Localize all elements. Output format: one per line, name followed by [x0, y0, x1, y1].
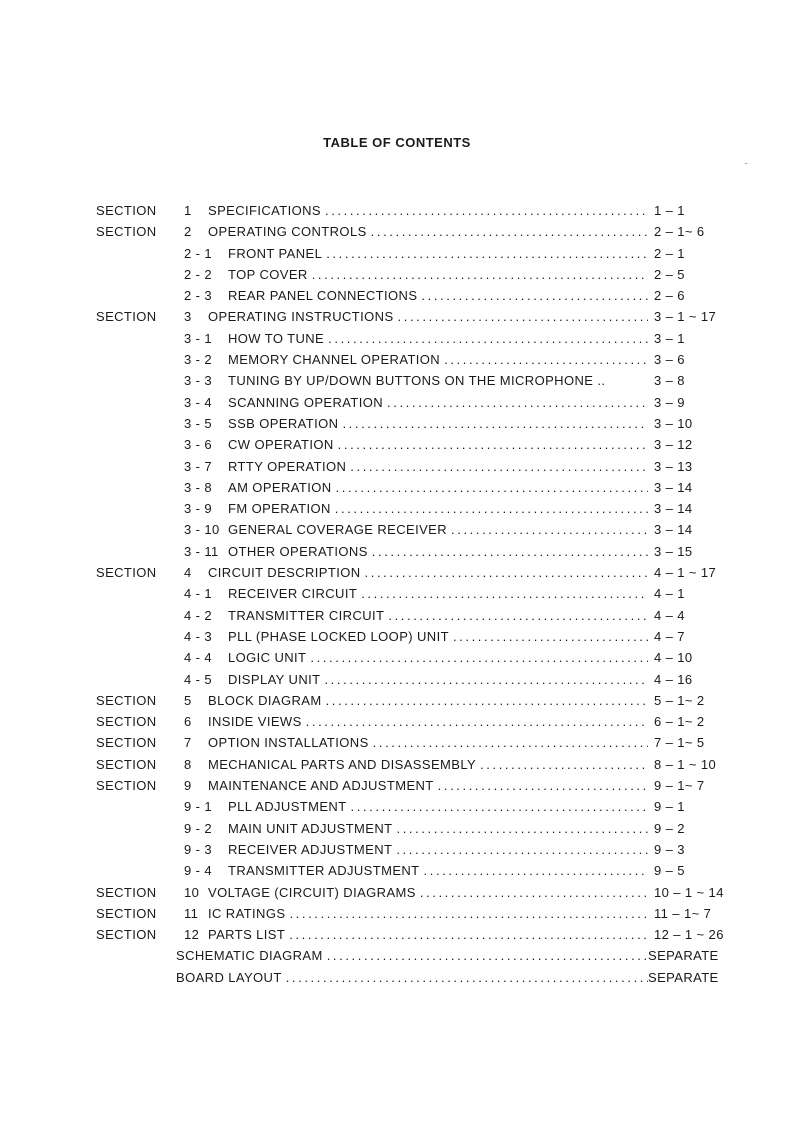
- entry-title: PLL (PHASE LOCKED LOOP) UNIT: [228, 628, 449, 644]
- entry-title: MAINTENANCE AND ADJUSTMENT: [208, 778, 434, 794]
- toc-entry: [184, 498, 648, 519]
- dot-leader: [387, 392, 648, 413]
- toc-entry: [184, 477, 648, 498]
- entry-title: MECHANICAL PARTS AND DISASSEMBLY: [208, 756, 477, 772]
- entry-number: 4 - 1: [184, 586, 213, 602]
- toc-row: [96, 243, 738, 264]
- page-reference: 2 – 5: [654, 266, 685, 282]
- dot-leader: [361, 583, 648, 604]
- page-reference: 4 – 10: [654, 650, 693, 666]
- toc-entry: [184, 519, 648, 540]
- page-reference: 9 – 3: [654, 841, 685, 857]
- page-reference: 8 – 1 ~ 10: [654, 756, 717, 772]
- dot-leader: [453, 626, 648, 647]
- toc-entry: [184, 456, 648, 477]
- entry-number: 4: [184, 565, 192, 581]
- dot-leader: [289, 924, 648, 945]
- entry-number: 3 - 9: [184, 501, 213, 517]
- entry-number: 9 - 1: [184, 799, 213, 815]
- page-reference: 2 – 1~ 6: [654, 224, 705, 240]
- page-reference: 1 – 1: [654, 203, 685, 218]
- toc-entry: [184, 690, 648, 711]
- toc-entry: [184, 818, 648, 839]
- entry-title: PARTS LIST: [208, 927, 286, 943]
- dot-leader: [373, 732, 648, 753]
- page-reference: 4 – 1 ~ 17: [654, 565, 717, 581]
- toc-row: [96, 924, 738, 945]
- entry-title: SCANNING OPERATION: [228, 394, 384, 410]
- dot-leader: [342, 413, 648, 434]
- toc-row: [96, 605, 738, 626]
- entry-number: 3 - 8: [184, 479, 213, 495]
- page-reference: 4 – 4: [654, 607, 685, 623]
- entry-number: 9 - 3: [184, 841, 213, 857]
- dot-leader: [338, 434, 648, 455]
- toc-entry: [184, 264, 648, 285]
- toc-entry: [184, 839, 648, 860]
- toc-entry: [184, 541, 648, 562]
- entry-title: REAR PANEL CONNECTIONS: [228, 288, 418, 304]
- toc-row: [96, 903, 738, 924]
- toc-row: [96, 754, 738, 775]
- scan-speck: [745, 163, 747, 164]
- dot-leader: [396, 839, 648, 860]
- dot-leader: [289, 903, 648, 924]
- toc-row: [96, 264, 738, 285]
- dot-leader: [326, 243, 648, 264]
- dot-leader: [424, 860, 648, 881]
- page-reference: 2 – 6: [654, 288, 685, 304]
- page-reference: 11 – 1~ 7: [654, 905, 712, 921]
- dot-leader: [324, 669, 648, 690]
- entry-title: RTTY OPERATION: [228, 458, 347, 474]
- dot-leader: [420, 882, 648, 903]
- entry-number: 3 - 4: [184, 394, 213, 410]
- page-reference: 3 – 14: [654, 501, 693, 517]
- toc-entry: [184, 754, 648, 775]
- toc-row: [96, 647, 738, 668]
- dot-leader: [350, 456, 648, 477]
- page-reference: 3 – 1 ~ 17: [654, 309, 717, 325]
- dot-leader: [310, 647, 648, 668]
- dot-leader: [398, 306, 648, 327]
- toc-entry: [184, 605, 648, 626]
- toc-entry: [184, 349, 648, 370]
- page-reference: 4 – 1: [654, 586, 685, 602]
- page-reference: 3 – 10: [654, 415, 693, 431]
- toc-entry: [184, 626, 648, 647]
- toc-row: [96, 456, 738, 477]
- dot-leader: [286, 967, 648, 988]
- entry-number: 9 - 2: [184, 820, 213, 836]
- entry-number: 4 - 5: [184, 671, 213, 687]
- dot-leader: [325, 200, 648, 221]
- section-label: SECTION: [96, 735, 157, 751]
- toc-row: [96, 477, 738, 498]
- entry-title: TRANSMITTER ADJUSTMENT: [228, 863, 420, 879]
- toc-row: [96, 818, 738, 839]
- toc-row: [96, 200, 738, 221]
- entry-title: RECEIVER CIRCUIT: [228, 586, 358, 602]
- toc-entry: [184, 392, 648, 413]
- entry-title: SCHEMATIC DIAGRAM: [176, 948, 323, 964]
- entry-title: HOW TO TUNE: [228, 330, 325, 346]
- section-label: SECTION: [96, 565, 157, 581]
- toc-row: [96, 221, 738, 242]
- toc-entry: [184, 562, 648, 583]
- entry-number: 9: [184, 778, 192, 794]
- dot-leader: [365, 562, 648, 583]
- entry-number: 5: [184, 692, 192, 708]
- entry-title: RECEIVER ADJUSTMENT: [228, 841, 393, 857]
- entry-number: 3 - 2: [184, 352, 213, 368]
- toc-row: [96, 839, 738, 860]
- entry-number: 4 - 3: [184, 628, 213, 644]
- dot-leader: [451, 519, 648, 540]
- toc-row: [96, 498, 738, 519]
- entry-title: DISPLAY UNIT: [228, 671, 321, 687]
- page-reference: 3 – 9: [654, 394, 685, 410]
- entry-title: AM OPERATION: [228, 479, 332, 495]
- entry-number: 6: [184, 714, 192, 730]
- toc-row: [96, 882, 738, 903]
- entry-number: 3 - 11: [184, 543, 219, 559]
- dot-leader: [438, 775, 648, 796]
- section-label: SECTION: [96, 756, 157, 772]
- entry-number: 1: [184, 203, 192, 218]
- toc-row: [96, 967, 738, 988]
- page-reference: 3 – 6: [654, 352, 685, 368]
- entry-number: 7: [184, 735, 192, 751]
- entry-title: INSIDE VIEWS: [208, 714, 302, 730]
- entry-title: MEMORY CHANNEL OPERATION: [228, 352, 441, 368]
- toc-entry: [184, 796, 648, 817]
- entry-number: 3 - 10: [184, 522, 220, 538]
- toc-entry: [184, 732, 648, 753]
- toc-entry: [184, 328, 648, 349]
- page-reference: 12 – 1 ~ 26: [654, 927, 724, 943]
- page-reference: 9 – 1~ 7: [654, 778, 705, 794]
- section-label: SECTION: [96, 692, 157, 708]
- entry-number: 8: [184, 756, 192, 772]
- entry-title: FM OPERATION: [228, 501, 331, 517]
- toc-entry: [184, 306, 648, 327]
- page-reference: 9 – 2: [654, 820, 685, 836]
- toc-entry: [184, 370, 648, 391]
- entry-title: OPERATING CONTROLS: [208, 224, 367, 240]
- entry-number: 12: [184, 927, 200, 943]
- toc-row: [96, 434, 738, 455]
- toc-row: [96, 690, 738, 711]
- toc-entry: [184, 434, 648, 455]
- toc-entry: [184, 903, 648, 924]
- entry-title: IC RATINGS: [208, 905, 286, 921]
- section-label: SECTION: [96, 203, 157, 218]
- entry-title: OPERATING INSTRUCTIONS: [208, 309, 394, 325]
- page-reference: 3 – 13: [654, 458, 693, 474]
- dot-leader: [328, 328, 648, 349]
- toc-entry: [176, 967, 648, 988]
- entry-number: 2 - 2: [184, 266, 213, 282]
- dot-leader: [306, 711, 648, 732]
- entry-title: VOLTAGE (CIRCUIT) DIAGRAMS: [208, 884, 416, 900]
- toc-row: [96, 711, 738, 732]
- entry-title: CW OPERATION: [228, 437, 334, 453]
- entry-title: SSB OPERATION: [228, 415, 339, 431]
- page-reference: 2 – 1: [654, 245, 685, 261]
- toc-row: [96, 626, 738, 647]
- page-reference: SEPARATE: [648, 948, 719, 964]
- toc-row: [96, 349, 738, 370]
- toc-row: [96, 732, 738, 753]
- section-label: SECTION: [96, 884, 157, 900]
- entry-title: MAIN UNIT ADJUSTMENT: [228, 820, 393, 836]
- toc-entry: [176, 945, 648, 966]
- toc-entry: [184, 924, 648, 945]
- page-reference: 3 – 8: [654, 373, 685, 389]
- toc-row: [96, 562, 738, 583]
- entry-number: 3 - 7: [184, 458, 213, 474]
- toc-row: [96, 669, 738, 690]
- entry-title: OPTION INSTALLATIONS: [208, 735, 369, 751]
- toc-row: [96, 775, 738, 796]
- toc-row: [96, 541, 738, 562]
- section-label: SECTION: [96, 905, 157, 921]
- section-label: SECTION: [96, 224, 157, 240]
- entry-number: 10: [184, 884, 200, 900]
- entry-title: PLL ADJUSTMENT: [228, 799, 347, 815]
- entry-title: TUNING BY UP/DOWN BUTTONS ON THE MICROPHONE ..: [228, 373, 606, 389]
- toc-entry: [184, 647, 648, 668]
- entry-title: FRONT PANEL: [228, 245, 323, 261]
- toc-entry: [184, 882, 648, 903]
- toc-entry: [184, 711, 648, 732]
- dot-leader: [312, 264, 648, 285]
- page-reference: 3 – 14: [654, 479, 693, 495]
- page-reference: 3 – 14: [654, 522, 693, 538]
- table-of-contents: [96, 200, 738, 988]
- entry-title: TOP COVER: [228, 266, 308, 282]
- toc-row: [96, 328, 738, 349]
- dot-leader: [371, 221, 648, 242]
- toc-row: [96, 583, 738, 604]
- entry-number: 2 - 3: [184, 288, 213, 304]
- section-label: SECTION: [96, 927, 157, 943]
- page-reference: 6 – 1~ 2: [654, 714, 705, 730]
- entry-title: GENERAL COVERAGE RECEIVER: [228, 522, 448, 538]
- toc-entry: [184, 221, 648, 242]
- entry-number: 11: [184, 905, 199, 921]
- toc-row: [96, 413, 738, 434]
- dot-leader: [327, 945, 648, 966]
- toc-entry: [184, 775, 648, 796]
- toc-row: [96, 392, 738, 413]
- toc-row: [96, 860, 738, 881]
- entry-number: 3 - 5: [184, 415, 213, 431]
- toc-entry: [184, 860, 648, 881]
- entry-number: 3 - 6: [184, 437, 213, 453]
- dot-leader: [372, 541, 648, 562]
- entry-number: 4 - 2: [184, 607, 213, 623]
- page-title: TABLE OF CONTENTS: [323, 135, 471, 150]
- toc-row: [96, 285, 738, 306]
- page-reference: 9 – 1: [654, 799, 685, 815]
- entry-number: 2: [184, 224, 192, 240]
- dot-leader: [335, 498, 648, 519]
- dot-leader: [480, 754, 648, 775]
- entry-number: 4 - 4: [184, 650, 213, 666]
- page-reference: 4 – 7: [654, 628, 685, 644]
- page-reference: 5 – 1~ 2: [654, 692, 705, 708]
- toc-entry: [184, 285, 648, 306]
- page-reference: 10 – 1 ~ 14: [654, 884, 724, 900]
- page-reference: 4 – 16: [654, 671, 693, 687]
- entry-number: 3 - 3: [184, 373, 213, 389]
- dot-leader: [388, 605, 648, 626]
- entry-title: CIRCUIT DESCRIPTION: [208, 565, 361, 581]
- entry-title: SPECIFICATIONS: [208, 203, 321, 218]
- dot-leader: [444, 349, 648, 370]
- toc-entry: [184, 413, 648, 434]
- page-reference: 3 – 1: [654, 330, 685, 346]
- dot-leader: [421, 285, 648, 306]
- toc-entry: [184, 583, 648, 604]
- page-reference: 3 – 15: [654, 543, 693, 559]
- entry-number: 9 - 4: [184, 863, 213, 879]
- entry-number: 3 - 1: [184, 330, 213, 346]
- entry-title: OTHER OPERATIONS: [228, 543, 368, 559]
- toc-row: [96, 306, 738, 327]
- entry-number: 2 - 1: [184, 245, 213, 261]
- dot-leader: [336, 477, 648, 498]
- page-reference: 7 – 1~ 5: [654, 735, 705, 751]
- dot-leader: [397, 818, 649, 839]
- entry-title: BOARD LAYOUT: [176, 969, 282, 985]
- dot-leader: [351, 796, 648, 817]
- entry-title: TRANSMITTER CIRCUIT: [228, 607, 385, 623]
- section-label: SECTION: [96, 714, 157, 730]
- page-reference: SEPARATE: [648, 969, 719, 985]
- toc-row: [96, 519, 738, 540]
- toc-row: [96, 796, 738, 817]
- section-label: SECTION: [96, 778, 157, 794]
- toc-row: [96, 945, 738, 966]
- toc-entry: [184, 200, 648, 221]
- toc-row: [96, 370, 738, 391]
- entry-title: LOGIC UNIT: [228, 650, 307, 666]
- entry-number: 3: [184, 309, 192, 325]
- entry-title: BLOCK DIAGRAM: [208, 692, 322, 708]
- toc-entry: [184, 669, 648, 690]
- page-reference: 9 – 5: [654, 863, 685, 879]
- dot-leader: [326, 690, 648, 711]
- toc-entry: [184, 243, 648, 264]
- page-reference: 3 – 12: [654, 437, 693, 453]
- section-label: SECTION: [96, 309, 157, 325]
